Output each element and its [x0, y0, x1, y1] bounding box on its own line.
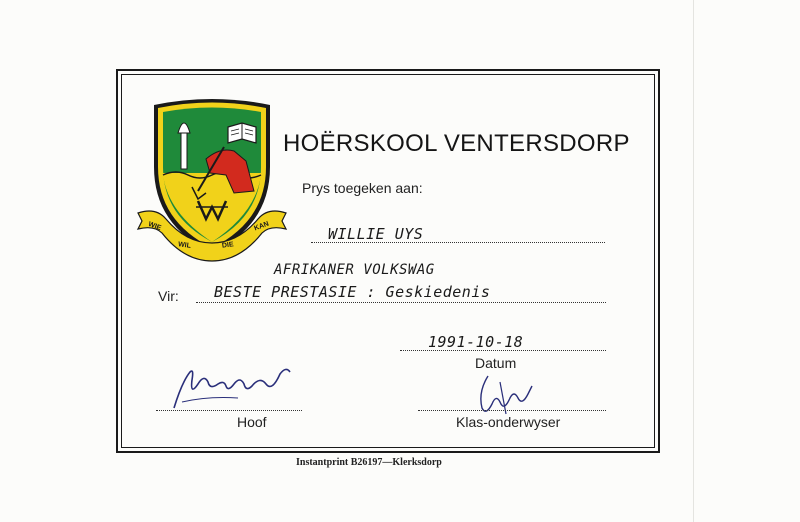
- teacher-dotted-line: [418, 410, 606, 411]
- recipient-dotted-line: [311, 242, 605, 243]
- teacher-label: Klas-onderwyser: [456, 414, 561, 430]
- crest-motto-word: DIE: [221, 241, 235, 250]
- crest-motto-word: WIL: [177, 241, 192, 250]
- date-label: Datum: [475, 355, 517, 371]
- award-date: 1991-10-18: [428, 333, 524, 351]
- awarded-to-label: Prys toegeken aan:: [302, 180, 423, 196]
- scan-edge: [693, 0, 694, 522]
- principal-dotted-line: [156, 410, 302, 411]
- award-description: BESTE PRESTASIE : Geskiedenis: [214, 283, 491, 301]
- award-dotted-line: [196, 302, 606, 303]
- school-name: HOËRSKOOL VENTERSDORP: [283, 130, 630, 157]
- sponsor-name: AFRIKANER VOLKSWAG: [274, 262, 435, 278]
- school-crest-icon: [136, 95, 288, 265]
- crest-motto-word: KAN: [253, 220, 270, 233]
- date-dotted-line: [400, 350, 606, 351]
- teacher-signature-icon: [470, 368, 540, 420]
- principal-signature-icon: [168, 362, 308, 414]
- printer-imprint: Instantprint B26197—Klerksdorp: [296, 457, 442, 468]
- crest-motto-word: WIE: [147, 220, 163, 233]
- for-label: Vir:: [158, 288, 179, 304]
- principal-label: Hoof: [237, 414, 267, 430]
- recipient-name: WILLIE UYS: [328, 225, 424, 243]
